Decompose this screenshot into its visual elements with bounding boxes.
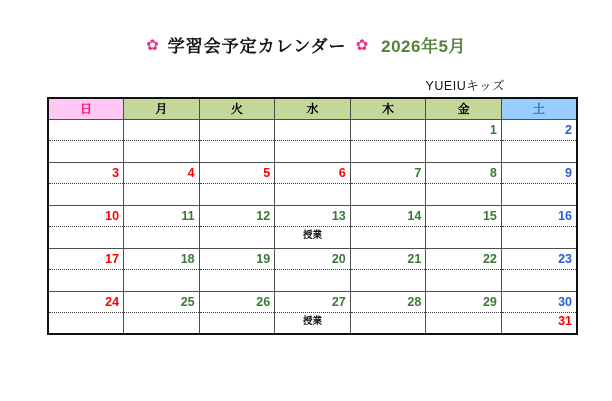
- flower-icon: ✿: [355, 36, 369, 54]
- day-cell: [199, 248, 275, 291]
- day-cell: [275, 162, 351, 205]
- day-cell: [48, 291, 124, 334]
- date-number: 15: [426, 206, 501, 227]
- event-label: [275, 141, 350, 161]
- year-month-label: 2026年5月: [381, 37, 466, 56]
- day-cell: [48, 248, 124, 291]
- weekday-header-saturday-土: 土: [501, 98, 577, 119]
- date-number: 20: [275, 249, 350, 270]
- event-label: [275, 184, 350, 204]
- date-number: [351, 120, 426, 141]
- event-label: [49, 313, 123, 333]
- week-row: [48, 205, 577, 248]
- day-cell: [426, 162, 502, 205]
- day-cell: [275, 248, 351, 291]
- week-row: [48, 119, 577, 162]
- date-number: 10: [49, 206, 123, 227]
- calendar-title-label: 学習会予定カレンダー: [167, 37, 347, 56]
- date-number: 2: [502, 120, 576, 141]
- event-label: [124, 270, 199, 290]
- date-number: 19: [200, 249, 275, 270]
- event-label: [124, 227, 199, 247]
- weekday-header-weekday-火: 火: [199, 98, 275, 119]
- day-cell: [48, 119, 124, 162]
- day-cell: [275, 291, 351, 334]
- day-cell: [501, 119, 577, 162]
- day-cell: [124, 291, 200, 334]
- flower-icon: ✿: [146, 36, 159, 54]
- date-number: 8: [426, 163, 501, 184]
- day-cell: [426, 205, 502, 248]
- event-label: [49, 141, 123, 161]
- week-row: [48, 291, 577, 334]
- day-cell: [124, 205, 200, 248]
- date-number: 13: [275, 206, 350, 227]
- day-cell: [501, 291, 577, 334]
- day-cell: [350, 205, 426, 248]
- event-label: [426, 141, 501, 161]
- date-number: 24: [49, 292, 123, 313]
- date-number: 3: [49, 163, 123, 184]
- event-label: 授業: [302, 315, 322, 327]
- event-label: [351, 141, 426, 161]
- date-number: 29: [426, 292, 501, 313]
- event-label: [200, 313, 275, 333]
- weekday-header-weekday-木: 木: [350, 98, 426, 119]
- date-number: 11: [124, 206, 199, 227]
- group-name-label: YUEIUキッズ: [425, 79, 505, 93]
- week-row: [48, 162, 577, 205]
- calendar-table: [47, 97, 578, 335]
- day-cell: [124, 119, 200, 162]
- day-cell: [501, 205, 577, 248]
- date-number: 25: [124, 292, 199, 313]
- date-number: 16: [502, 206, 576, 227]
- event-label: [275, 270, 350, 290]
- date-number: 14: [351, 206, 426, 227]
- page-title: [0, 32, 612, 57]
- day-cell: [350, 162, 426, 205]
- date-number: 1: [426, 120, 501, 141]
- week-row: [48, 248, 577, 291]
- date-number: 12: [200, 206, 275, 227]
- weekday-header-weekday-水: 水: [275, 98, 351, 119]
- date-number: 18: [124, 249, 199, 270]
- date-number: 4: [124, 163, 199, 184]
- date-number: 23: [502, 249, 576, 270]
- day-cell: [426, 248, 502, 291]
- event-label: [49, 227, 123, 247]
- event-label: [351, 184, 426, 204]
- date-number: [49, 120, 123, 141]
- day-cell: [426, 119, 502, 162]
- day-cell: [501, 162, 577, 205]
- event-label: [351, 227, 426, 247]
- date-number: 26: [200, 292, 275, 313]
- event-label: 授業: [302, 229, 322, 241]
- event-label: [351, 270, 426, 290]
- event-label: [49, 270, 123, 290]
- event-label: [502, 141, 576, 161]
- date-number: 28: [351, 292, 426, 313]
- day-cell: [124, 162, 200, 205]
- date-number: 9: [502, 163, 576, 184]
- event-label: [49, 184, 123, 204]
- weekday-header-row: [48, 98, 577, 119]
- day-cell: [199, 162, 275, 205]
- day-cell: [199, 291, 275, 334]
- event-label: [426, 184, 501, 204]
- event-label: [502, 184, 576, 204]
- event-label: [200, 270, 275, 290]
- date-number: 22: [426, 249, 501, 270]
- day-cell: [350, 291, 426, 334]
- day-cell: [350, 248, 426, 291]
- day-cell: [350, 119, 426, 162]
- date-number: 17: [49, 249, 123, 270]
- day-cell: [124, 248, 200, 291]
- day-cell: [275, 205, 351, 248]
- date-number: 27: [275, 292, 350, 313]
- date-number: [200, 120, 275, 141]
- date-number: [275, 120, 350, 141]
- day-cell: [275, 119, 351, 162]
- event-label: [124, 313, 199, 333]
- day-cell: [199, 205, 275, 248]
- weekday-header-sunday-日: 日: [48, 98, 124, 119]
- day-cell: [199, 119, 275, 162]
- event-label: [502, 270, 576, 290]
- date-number: 30: [502, 292, 576, 313]
- weekday-header-weekday-月: 月: [124, 98, 200, 119]
- date-number: 21: [351, 249, 426, 270]
- event-label: [200, 184, 275, 204]
- day-cell: [48, 162, 124, 205]
- event-label: [200, 141, 275, 161]
- event-label: [426, 313, 501, 333]
- event-label: [124, 184, 199, 204]
- date-number: 6: [275, 163, 350, 184]
- date-number: 7: [351, 163, 426, 184]
- day-cell: [48, 205, 124, 248]
- event-label: [426, 270, 501, 290]
- event-label: [502, 227, 576, 247]
- event-label: [426, 227, 501, 247]
- day-cell: [501, 248, 577, 291]
- overflow-date-number: 31: [558, 313, 572, 328]
- event-label: [124, 141, 199, 161]
- event-label: [200, 227, 275, 247]
- event-label: [351, 313, 426, 333]
- weekday-header-weekday-金: 金: [426, 98, 502, 119]
- date-number: [124, 120, 199, 141]
- date-number: 5: [200, 163, 275, 184]
- day-cell: [426, 291, 502, 334]
